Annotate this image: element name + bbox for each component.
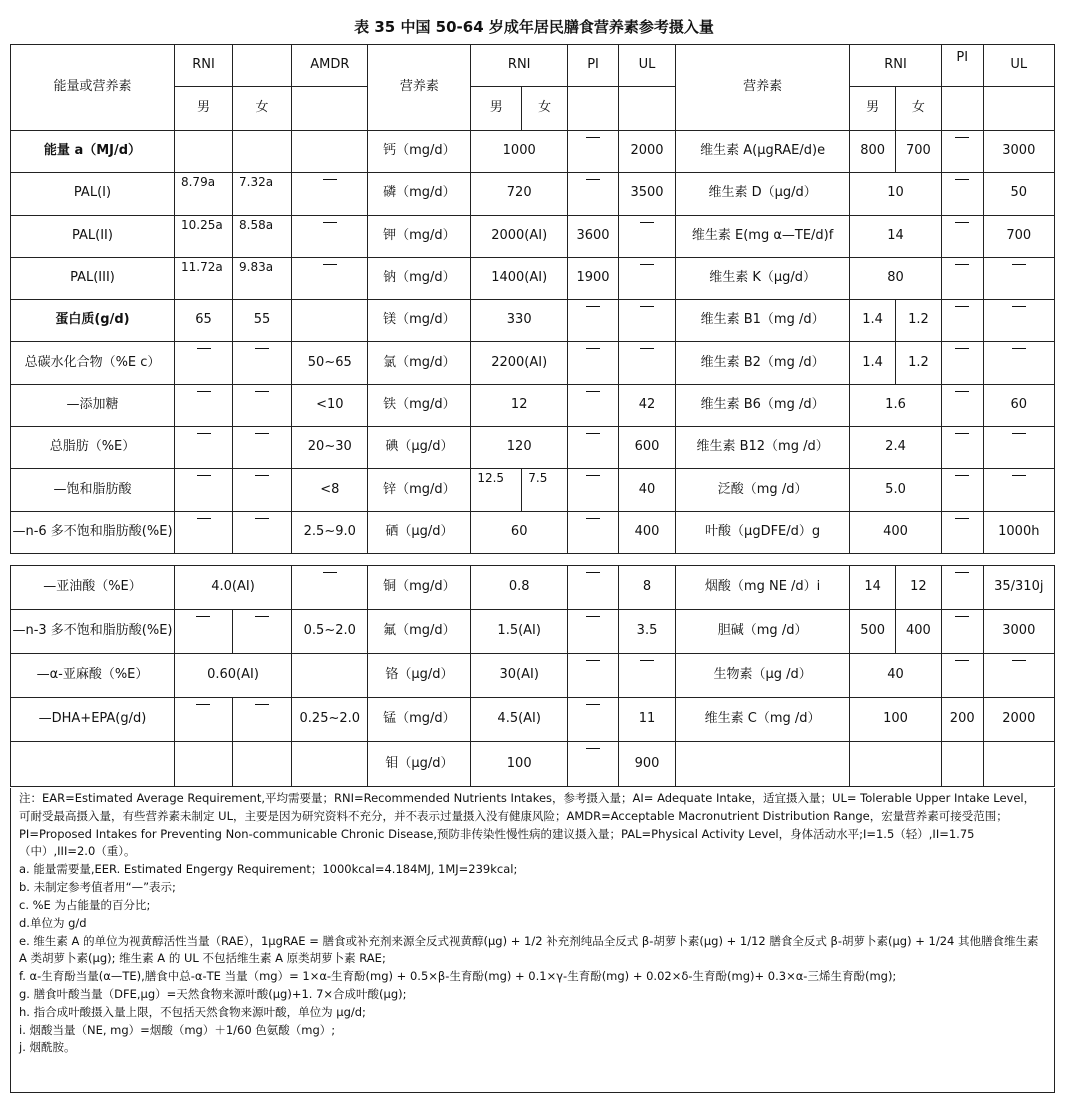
nutrient-name: 氯（mg/d）: [368, 342, 471, 384]
pi-value: [568, 469, 619, 511]
ul-value: 2000: [619, 131, 676, 173]
dash-mark: [586, 348, 600, 349]
ul-value: 900: [619, 742, 676, 787]
nutrient-name: 能量 a（MJ/d）: [11, 131, 175, 173]
dash-mark: [955, 264, 969, 265]
dash-mark: [586, 748, 600, 749]
pi-value: [941, 342, 983, 384]
table-row: [11, 257, 1055, 299]
rni-female: [233, 427, 292, 469]
rni-value: 330: [471, 300, 568, 342]
pi-value: [568, 131, 619, 173]
dash-mark: [586, 391, 600, 392]
dash-mark: [255, 348, 269, 349]
table-row: [11, 566, 1055, 610]
rni-value: 5.0: [850, 469, 942, 511]
rni-value: 4.5(AI): [471, 698, 568, 742]
table-row: [11, 384, 1055, 426]
footnote-line: h. 指合成叶酸摄入量上限，不包括天然食物来源叶酸，单位为 μg/d;: [19, 1004, 366, 1019]
amdr-value: [292, 257, 368, 299]
dash-mark: [586, 179, 600, 180]
pi-value: [568, 384, 619, 426]
ul-value: 42: [619, 384, 676, 426]
dash-mark: [586, 137, 600, 138]
pi-value: 200: [941, 698, 983, 742]
ul-value: 8: [619, 566, 676, 610]
rni-male: 800: [850, 131, 896, 173]
nutrient-name: 钙（mg/d）: [368, 131, 471, 173]
footnote-line: f. α-生育酚当量(α—TE),膳食中总-α-TE 当量（mg）= 1×α-生育酚(mg) + 0.5×β-生育酚(mg) + 0.1×γ-生育酚(mg) + 0.02×δ-生育酚(mg)+ 0.3×α-三烯生育酚(mg);: [19, 969, 897, 984]
amdr-value: 0.5~2.0: [292, 610, 368, 654]
amdr-value: [292, 654, 368, 698]
amdr-value: 0.25~2.0: [292, 698, 368, 742]
table-row: [11, 300, 1055, 342]
header-female-3: 女: [896, 87, 942, 131]
dash-mark: [255, 391, 269, 392]
pi-value: 3600: [568, 215, 619, 257]
pi-value: [941, 566, 983, 610]
pi-value: [941, 300, 983, 342]
header-energy-or-nutrient: 能量或营养素: [11, 45, 175, 131]
nutrient-name: 铁（mg/d）: [368, 384, 471, 426]
table-row: [11, 131, 1055, 173]
nutrient-name: —n-6 多不饱和脂肪酸(%E): [11, 511, 175, 553]
rni-value: 0.8: [471, 566, 568, 610]
dash-mark: [955, 475, 969, 476]
rni-female: [233, 511, 292, 553]
rni-female: [233, 469, 292, 511]
pi-value: [941, 131, 983, 173]
rni-value: 0.60(AI): [174, 654, 291, 698]
dash-mark: [255, 518, 269, 519]
nutrient-name: PAL(I): [11, 173, 175, 215]
dash-mark: [640, 348, 654, 349]
header-rni-2: RNI: [471, 45, 568, 87]
ul-value: [983, 654, 1054, 698]
nutrient-name: 总碳水化合物（%E c）: [11, 342, 175, 384]
nutrient-name: 胆碱（mg /d）: [676, 610, 850, 654]
rni-value: 14: [850, 215, 942, 257]
rni-female: [233, 342, 292, 384]
amdr-value: [292, 215, 368, 257]
footnote-line: b. 未制定参考值者用“—”表示;: [19, 880, 176, 895]
rni-value: 2000(AI): [471, 215, 568, 257]
nutrient-name: 钼（μg/d）: [368, 742, 471, 787]
header-amdr: AMDR: [292, 45, 368, 87]
rni-female: 1.2: [896, 342, 942, 384]
rni-male: [174, 342, 232, 384]
pi-value: [941, 469, 983, 511]
rni-male: 8.79a: [174, 173, 232, 215]
nutrient-name: —n-3 多不饱和脂肪酸(%E): [11, 610, 175, 654]
dash-mark: [586, 475, 600, 476]
pi-value: 1900: [568, 257, 619, 299]
rni-male: 1.4: [850, 300, 896, 342]
nutrient-name: 维生素 D（μg/d）: [676, 173, 850, 215]
nutrient-name: 磷（mg/d）: [368, 173, 471, 215]
header-female-2: 女: [522, 87, 568, 131]
rni-value: 60: [471, 511, 568, 553]
rni-value: 720: [471, 173, 568, 215]
dash-mark: [955, 306, 969, 307]
rni-female: 7.5: [522, 469, 568, 511]
ul-value: 600: [619, 427, 676, 469]
pi-value: [941, 215, 983, 257]
nutrient-name: 维生素 B1（mg /d）: [676, 300, 850, 342]
table-row: [11, 742, 1055, 787]
pi-value: [941, 427, 983, 469]
pi-value: [568, 300, 619, 342]
ul-value: [619, 654, 676, 698]
rni-male: 65: [174, 300, 232, 342]
ul-value: [983, 257, 1054, 299]
header-ul-3: UL: [983, 45, 1054, 87]
ul-value: 2000: [983, 698, 1054, 742]
nutrient-name: 蛋白质(g/d): [11, 300, 175, 342]
dash-mark: [586, 660, 600, 661]
amdr-value: 20~30: [292, 427, 368, 469]
ul-value: [983, 427, 1054, 469]
dash-mark: [955, 518, 969, 519]
table-row: [11, 469, 1055, 511]
nutrient-name: 硒（μg/d）: [368, 511, 471, 553]
rni-value: 100: [850, 698, 942, 742]
nutrient-name: —亚油酸（%E）: [11, 566, 175, 610]
rni-female: 12: [896, 566, 942, 610]
nutrient-name: 锰（mg/d）: [368, 698, 471, 742]
footnote-line: j. 烟酰胺。: [19, 1040, 76, 1055]
header-rni-3: RNI: [850, 45, 942, 87]
rni-male: [174, 698, 232, 742]
nutrient-name: PAL(III): [11, 257, 175, 299]
header-nutrient-2: 营养素: [368, 45, 471, 131]
rni-value: 400: [850, 511, 942, 553]
ul-value: 11: [619, 698, 676, 742]
ul-value: [619, 300, 676, 342]
dash-mark: [1012, 306, 1026, 307]
ul-value: 700: [983, 215, 1054, 257]
nutrient-name: 维生素 E(mg α—TE/d)f: [676, 215, 850, 257]
footnote-line: c. %E 为占能量的百分比;: [19, 897, 151, 912]
header-empty: [292, 87, 368, 131]
nutrient-name: —DHA+EPA(g/d): [11, 698, 175, 742]
rni-value: 1.6: [850, 384, 942, 426]
nutrient-name: 泛酸（mg /d）: [676, 469, 850, 511]
header-male-2: 男: [471, 87, 522, 131]
pi-value: [568, 742, 619, 787]
rni-male: [174, 742, 232, 787]
dash-mark: [955, 433, 969, 434]
ul-value: [983, 469, 1054, 511]
rni-value: 100: [471, 742, 568, 787]
rni-female: [233, 698, 292, 742]
dash-mark: [955, 179, 969, 180]
pi-value: [941, 742, 983, 787]
rni-value: 2200(AI): [471, 342, 568, 384]
dash-mark: [197, 518, 211, 519]
rni-value: 120: [471, 427, 568, 469]
dash-mark: [197, 433, 211, 434]
dash-mark: [323, 264, 337, 265]
rni-value: 80: [850, 257, 942, 299]
amdr-value: 50~65: [292, 342, 368, 384]
amdr-value: [292, 173, 368, 215]
table-row: [11, 610, 1055, 654]
footnote-line: d.单位为 g/d: [19, 915, 87, 930]
footnotes: [10, 788, 1055, 1093]
rni-female: 1.2: [896, 300, 942, 342]
nutrient-name: 叶酸（μgDFE/d）g: [676, 511, 850, 553]
ul-value: 60: [983, 384, 1054, 426]
table-row: [11, 654, 1055, 698]
nutrient-name: 碘（μg/d）: [368, 427, 471, 469]
header-female-1: 女: [233, 87, 292, 131]
footnote-line: i. 烟酸当量（NE, mg）=烟酸（mg）＋1/60 色氨酸（mg）;: [19, 1022, 336, 1037]
dash-mark: [955, 348, 969, 349]
header-blank: [233, 45, 292, 87]
pi-value: [568, 511, 619, 553]
dash-mark: [640, 306, 654, 307]
ul-value: 3500: [619, 173, 676, 215]
rni-male: 14: [850, 566, 896, 610]
rni-male: [174, 427, 232, 469]
ul-value: 400: [619, 511, 676, 553]
amdr-value: [292, 300, 368, 342]
rni-male: [174, 131, 232, 173]
dash-mark: [955, 660, 969, 661]
rni-male: [174, 610, 232, 654]
nutrient-name: 维生素 C（mg /d）: [676, 698, 850, 742]
dash-mark: [586, 306, 600, 307]
nutrient-name: 钠（mg/d）: [368, 257, 471, 299]
header-rni-1: RNI: [174, 45, 232, 87]
footnote-line: 注：EAR=Estimated Average Requirement,平均需要量；RNI=Recommended Nutrients Intakes，参考摄入量；AI= Adequate Intake，适宜摄入量；UL= Tolerable Upper Intake Level，可耐受最高摄入量，有些营养素未制定 UL，主要是因为研究资料不充分，并不表示过量摄入没有健康风险；AMDR=Acceptable Macronutrient Distribution Range，宏量营养素可接受范围；PI=Proposed Intakes for Preventing Non-communicable Chronic Disease,预防非传染性慢性病的建议摄入量；PAL=Physical Activity Level，身体活动水平;I=1.5（轻）,II=1.75（中）,III=2.0（重）。: [19, 791, 1036, 859]
dash-mark: [197, 475, 211, 476]
dash-mark: [586, 572, 600, 573]
dash-mark: [323, 222, 337, 223]
rni-value: 1.5(AI): [471, 610, 568, 654]
nutrient-name: 铬（μg/d）: [368, 654, 471, 698]
pi-value: [568, 427, 619, 469]
dash-mark: [955, 391, 969, 392]
dash-mark: [1012, 264, 1026, 265]
ul-value: 3.5: [619, 610, 676, 654]
dash-mark: [1012, 348, 1026, 349]
header-nutrient-3: 营养素: [676, 45, 850, 131]
header-male-3: 男: [850, 87, 896, 131]
table-row: [11, 342, 1055, 384]
dash-mark: [255, 433, 269, 434]
pi-value: [941, 257, 983, 299]
dash-mark: [196, 616, 210, 617]
header-empty: [941, 87, 983, 131]
pi-value: [941, 173, 983, 215]
pi-value: [568, 610, 619, 654]
dash-mark: [586, 704, 600, 705]
nutrient-name: 烟酸（mg NE /d）i: [676, 566, 850, 610]
table-row: [11, 427, 1055, 469]
dash-mark: [197, 391, 211, 392]
dash-mark: [640, 264, 654, 265]
dash-mark: [197, 348, 211, 349]
ul-value: [983, 342, 1054, 384]
rni-female: [233, 384, 292, 426]
dash-mark: [1012, 433, 1026, 434]
header-male-1: 男: [174, 87, 232, 131]
header-pi-3: PI: [941, 45, 983, 87]
rni-female: 7.32a: [233, 173, 292, 215]
pi-value: [568, 698, 619, 742]
amdr-value: 2.5~9.0: [292, 511, 368, 553]
rni-value: 2.4: [850, 427, 942, 469]
table-row: [11, 215, 1055, 257]
dash-mark: [586, 433, 600, 434]
dash-mark: [255, 475, 269, 476]
nutrient-name: 锌（mg/d）: [368, 469, 471, 511]
header-pi-2: PI: [568, 45, 619, 87]
dash-mark: [955, 222, 969, 223]
ul-value: [983, 742, 1054, 787]
rni-male: 10.25a: [174, 215, 232, 257]
rni-female: 700: [896, 131, 942, 173]
rni-value: 12: [471, 384, 568, 426]
nutrient-table-upper: [10, 44, 1055, 554]
ul-value: [619, 342, 676, 384]
nutrient-name: [11, 742, 175, 787]
ul-value: [983, 300, 1054, 342]
nutrient-name: 铜（mg/d）: [368, 566, 471, 610]
rni-female: 400: [896, 610, 942, 654]
dash-mark: [586, 616, 600, 617]
rni-value: 30(AI): [471, 654, 568, 698]
nutrient-name: —饱和脂肪酸: [11, 469, 175, 511]
ul-value: 3000: [983, 610, 1054, 654]
nutrient-name: 维生素 B6（mg /d）: [676, 384, 850, 426]
rni-female: 8.58a: [233, 215, 292, 257]
ul-value: 35/310j: [983, 566, 1054, 610]
amdr-value: <8: [292, 469, 368, 511]
nutrient-name: 维生素 K（μg/d）: [676, 257, 850, 299]
dash-mark: [323, 179, 337, 180]
rni-value: 40: [850, 654, 942, 698]
header-empty: [568, 87, 619, 131]
ul-value: 50: [983, 173, 1054, 215]
pi-value: [941, 610, 983, 654]
amdr-value: [292, 742, 368, 787]
nutrient-name: 维生素 B12（mg /d）: [676, 427, 850, 469]
rni-female: [233, 742, 292, 787]
nutrient-name: 钾（mg/d）: [368, 215, 471, 257]
nutrient-name: 总脂肪（%E）: [11, 427, 175, 469]
ul-value: [619, 257, 676, 299]
ul-value: 40: [619, 469, 676, 511]
amdr-value: [292, 131, 368, 173]
dash-mark: [955, 616, 969, 617]
nutrient-name: 维生素 A(μgRAE/d)e: [676, 131, 850, 173]
dash-mark: [1012, 475, 1026, 476]
rni-value: 4.0(AI): [174, 566, 291, 610]
ul-value: 1000h: [983, 511, 1054, 553]
rni-female: 9.83a: [233, 257, 292, 299]
dash-mark: [586, 518, 600, 519]
rni-male: 1.4: [850, 342, 896, 384]
footnote-line: g. 膳食叶酸当量（DFE,μg）=天然食物来源叶酸(μg)+1. 7×合成叶酸(μg);: [19, 986, 407, 1001]
rni-male: 500: [850, 610, 896, 654]
nutrient-name: —添加糖: [11, 384, 175, 426]
rni-value: [850, 742, 942, 787]
rni-female: 55: [233, 300, 292, 342]
dash-mark: [196, 704, 210, 705]
dash-mark: [1012, 660, 1026, 661]
header-row-1: [11, 45, 1055, 87]
rni-female: [233, 610, 292, 654]
nutrient-table-lower: [10, 565, 1055, 787]
rni-value: 10: [850, 173, 942, 215]
table-title: 表 35 中国 50-64 岁成年居民膳食营养素参考摄入量: [354, 18, 714, 36]
dash-mark: [323, 572, 337, 573]
rni-value: 1000: [471, 131, 568, 173]
nutrient-name: 氟（mg/d）: [368, 610, 471, 654]
rni-value: 1400(AI): [471, 257, 568, 299]
rni-female: [233, 131, 292, 173]
rni-male: [174, 511, 232, 553]
pi-value: [941, 384, 983, 426]
rni-male: 11.72a: [174, 257, 232, 299]
amdr-value: <10: [292, 384, 368, 426]
nutrient-name: 维生素 B2（mg /d）: [676, 342, 850, 384]
nutrient-name: 镁（mg/d）: [368, 300, 471, 342]
footnote-line: a. 能量需要量,EER. Estimated Engergy Requirement；1000kcal=4.184MJ, 1MJ=239kcal;: [19, 862, 518, 877]
rni-male: [174, 469, 232, 511]
dash-mark: [640, 222, 654, 223]
nutrient-name: 生物素（μg /d）: [676, 654, 850, 698]
nutrient-name: [676, 742, 850, 787]
pi-value: [941, 654, 983, 698]
table-row: [11, 173, 1055, 215]
nutrient-name: —α-亚麻酸（%E）: [11, 654, 175, 698]
header-empty: [983, 87, 1054, 131]
ul-value: [619, 215, 676, 257]
header-empty: [619, 87, 676, 131]
dash-mark: [955, 137, 969, 138]
header-ul-2: UL: [619, 45, 676, 87]
ul-value: 3000: [983, 131, 1054, 173]
dash-mark: [955, 572, 969, 573]
rni-male: [174, 384, 232, 426]
dash-mark: [640, 660, 654, 661]
pi-value: [568, 173, 619, 215]
table-row: [11, 698, 1055, 742]
amdr-value: [292, 566, 368, 610]
dash-mark: [255, 616, 269, 617]
pi-value: [941, 511, 983, 553]
pi-value: [568, 654, 619, 698]
footnote-line: e. 维生素 A 的单位为视黄醇活性当量（RAE），1μgRAE = 膳食或补充剂来源全反式视黄醇(μg) + 1/2 补充剂纯品全反式 β-胡萝卜素(μg) + 1/12 膳食全反式 β-胡萝卜素(μg) + 1/24 其他膳食维生素 A 类胡萝卜素(μg); 维生素 A 的 UL 不包括维生素 A 原类胡萝卜素 RAE;: [19, 933, 1039, 966]
rni-male: 12.5: [471, 469, 522, 511]
dash-mark: [255, 704, 269, 705]
table-row: [11, 511, 1055, 553]
nutrient-name: PAL(II): [11, 215, 175, 257]
pi-value: [568, 566, 619, 610]
pi-value: [568, 342, 619, 384]
